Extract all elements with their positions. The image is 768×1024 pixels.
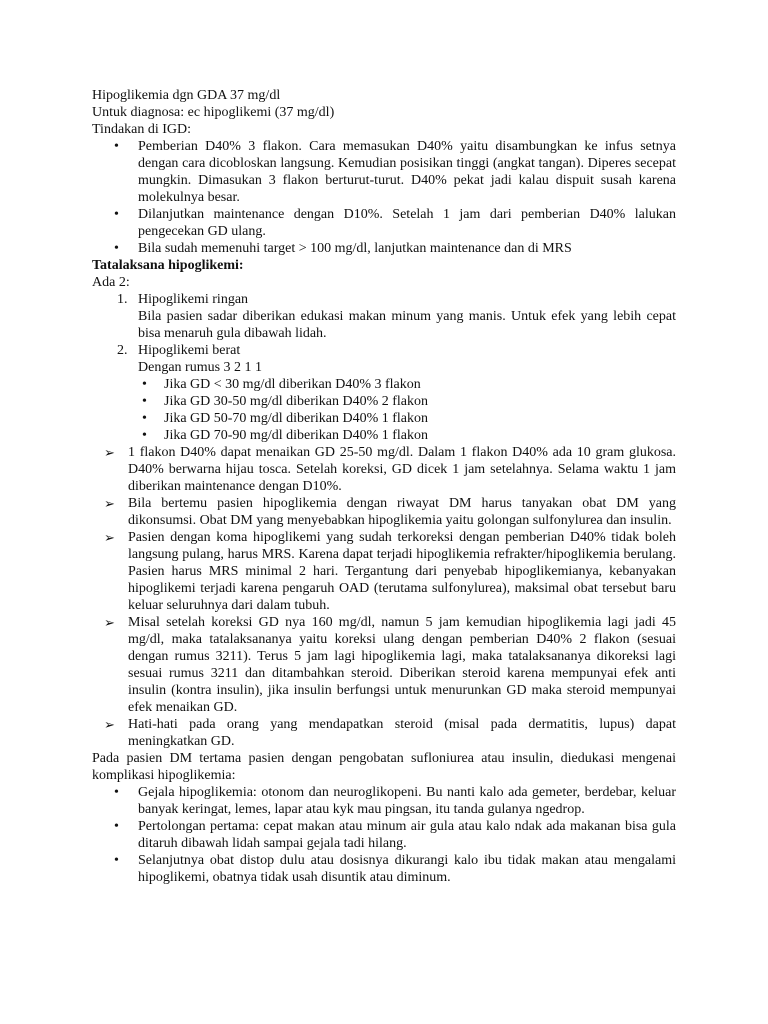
igd-bullet-text: Pemberian D40% 3 flakon. Cara memasukan D40% yaitu disambungkan ke infus setnya dengan cara dicobloskan langsung. Kemudian posisikan tinggi (angkat tangan). Diperes secepat mungkin. Dimasukan 3 flakon berturut-turut. D40% pekat jadi kalau dispuit susah karena molekulnya besar. xyxy=(138,139,676,205)
arrow-item-text: Misal setelah koreksi GD nya 160 mg/dl, namun 5 jam kemudian hipoglikemia lagi jadi 45 mg/dl, maka tatalaksananya yaitu koreksi ulang dengan pemberian D40% 2 flakon (sesuai dengan rumus 3211). Terus 5 jam lagi hipoglikemia lagi, maka tatalaksananya dikoreksi lagi sesuai rumus 3211 dan ditambahkan steroid. Diberikan steroid karena mempunyai efek anti insulin (kontra insulin), jika insulin berfungsi untuk menurunkan GD maka steroid mempunyai efek menaikan GD. xyxy=(128,615,676,715)
igd-bullet-item xyxy=(92,206,676,240)
diagnosis-line: Untuk diagnosa: ec hipoglikemi (37 mg/dl) xyxy=(92,105,335,120)
closing-bullet-text: Pertolongan pertama: cepat makan atau minum air gula atau kalo ndak ada makanan bisa gula ditaruh dibawah lidah sampai gejala tadi hilang. xyxy=(138,819,676,851)
item-number: 1. xyxy=(117,292,128,307)
igd-bullet-text: Bila sudah memenuhi target > 100 mg/dl, lanjutkan maintenance dan di MRS xyxy=(138,241,572,256)
igd-bullet-item xyxy=(92,138,676,206)
item-number: 2. xyxy=(117,343,128,358)
rumus-bullet-item xyxy=(92,376,676,393)
arrow-item-text: 1 flakon D40% dapat menaikan GD 25-50 mg/dl. Dalam 1 flakon D40% ada 10 gram glukosa. D40% berwarna hijau tosca. Setelah koreksi, GD dicek 1 jam setelahnya. Selama waktu 1 jam diberikan maintenance dengan D10%. xyxy=(128,445,676,494)
document-title-line: Hipoglikemia dgn GDA 37 mg/dl xyxy=(92,88,281,103)
ada-label: Ada 2: xyxy=(92,275,130,290)
numbered-item-body: Bila pasien sadar diberikan edukasi makan minum yang manis. Untuk efek yang lebih cepat bisa menaruh gula dibawah lidah. xyxy=(138,309,676,341)
arrow-item-text: Hati-hati pada orang yang mendapatkan steroid (misal pada dermatitis, lupus) dapat meningkatkan GD. xyxy=(128,717,676,749)
arrow-bullet-icon: ➢ xyxy=(104,530,115,545)
closing-bullet-text: Gejala hipoglikemia: otonom dan neuroglikopeni. Bu nanti kalo ada gemeter, berdebar, keluar banyak keringat, lemes, lapar atau kyk mau pingsan, itu tanda gulanya ngedrop. xyxy=(138,785,676,817)
arrow-bullet-icon: ➢ xyxy=(104,717,115,732)
arrow-item xyxy=(92,444,676,495)
igd-bullet-item xyxy=(92,240,676,257)
numbered-item xyxy=(92,291,676,342)
arrow-bullet-icon: ➢ xyxy=(104,615,115,630)
bullet-marker: • xyxy=(142,394,147,409)
arrow-item xyxy=(92,495,676,529)
numbered-item-title: Hipoglikemi berat xyxy=(138,343,241,358)
arrow-item xyxy=(92,529,676,614)
arrow-item xyxy=(92,614,676,716)
numbered-item-body: Dengan rumus 3 2 1 1 xyxy=(138,360,263,375)
closing-bullet-text: Selanjutnya obat distop dulu atau dosisnya dikurangi kalo ibu tidak makan atau mengalami hipoglikemi, obatnya tidak usah disuntik atau diminum. xyxy=(138,853,676,885)
rumus-bullet-text: Jika GD 50-70 mg/dl diberikan D40% 1 flakon xyxy=(164,411,429,426)
closing-bullet-item xyxy=(92,818,676,852)
rumus-bullet-text: Jika GD 30-50 mg/dl diberikan D40% 2 flakon xyxy=(164,394,429,409)
arrow-bullet-icon: ➢ xyxy=(104,445,115,460)
numbered-item-title: Hipoglikemi ringan xyxy=(138,292,249,307)
bullet-marker: • xyxy=(142,428,147,443)
arrow-item-text: Bila bertemu pasien hipoglikemia dengan riwayat DM harus tanyakan obat DM yang dikonsumsi. Obat DM yang menyebabkan hipoglikemia yaitu golongan sulfonylurea dan insulin. xyxy=(128,496,676,528)
rumus-bullet-text: Jika GD 70-90 mg/dl diberikan D40% 1 flakon xyxy=(164,428,429,443)
igd-heading: Tindakan di IGD: xyxy=(92,122,192,137)
tatalaksana-heading: Tatalaksana hipoglikemi: xyxy=(92,258,244,273)
rumus-bullet-item xyxy=(92,427,676,444)
bullet-marker: • xyxy=(114,241,119,256)
bullet-marker: • xyxy=(142,377,147,392)
numbered-item xyxy=(92,342,676,376)
arrow-item xyxy=(92,716,676,750)
rumus-bullet-item xyxy=(92,393,676,410)
closing-paragraph: Pada pasien DM tertama pasien dengan pengobatan sufloniurea atau insulin, diedukasi mengenai komplikasi hipoglikemia: xyxy=(92,751,676,783)
bullet-marker: • xyxy=(114,139,119,154)
closing-bullet-item xyxy=(92,852,676,886)
rumus-bullet-text: Jika GD < 30 mg/dl diberikan D40% 3 flakon xyxy=(164,377,421,392)
rumus-bullet-item xyxy=(92,410,676,427)
arrow-item-text: Pasien dengan koma hipoglikemi yang sudah terkoreksi dengan pemberian D40% tidak boleh langsung pulang, harus MRS. Karena dapat terjadi hipoglikemia refrakter/hipoglikemia berulang. Pasien harus MRS minimal 2 hari. Tergantung dari penyebab hipoglikemianya, kebanyakan hipoglikemi terjadi karena pengaruh OAD (terutama sulfonylurea), maksimal obat tersebut baru keluar seluruhnya dari dalam tubuh. xyxy=(128,530,676,613)
bullet-marker: • xyxy=(114,853,119,868)
closing-bullet-item xyxy=(92,784,676,818)
igd-bullet-text: Dilanjutkan maintenance dengan D10%. Setelah 1 jam dari pemberian D40% lalukan pengecekan GD ulang. xyxy=(138,207,676,239)
bullet-marker: • xyxy=(114,785,119,800)
document-page xyxy=(92,87,676,886)
bullet-marker: • xyxy=(114,819,119,834)
bullet-marker: • xyxy=(114,207,119,222)
arrow-bullet-icon: ➢ xyxy=(104,496,115,511)
bullet-marker: • xyxy=(142,411,147,426)
